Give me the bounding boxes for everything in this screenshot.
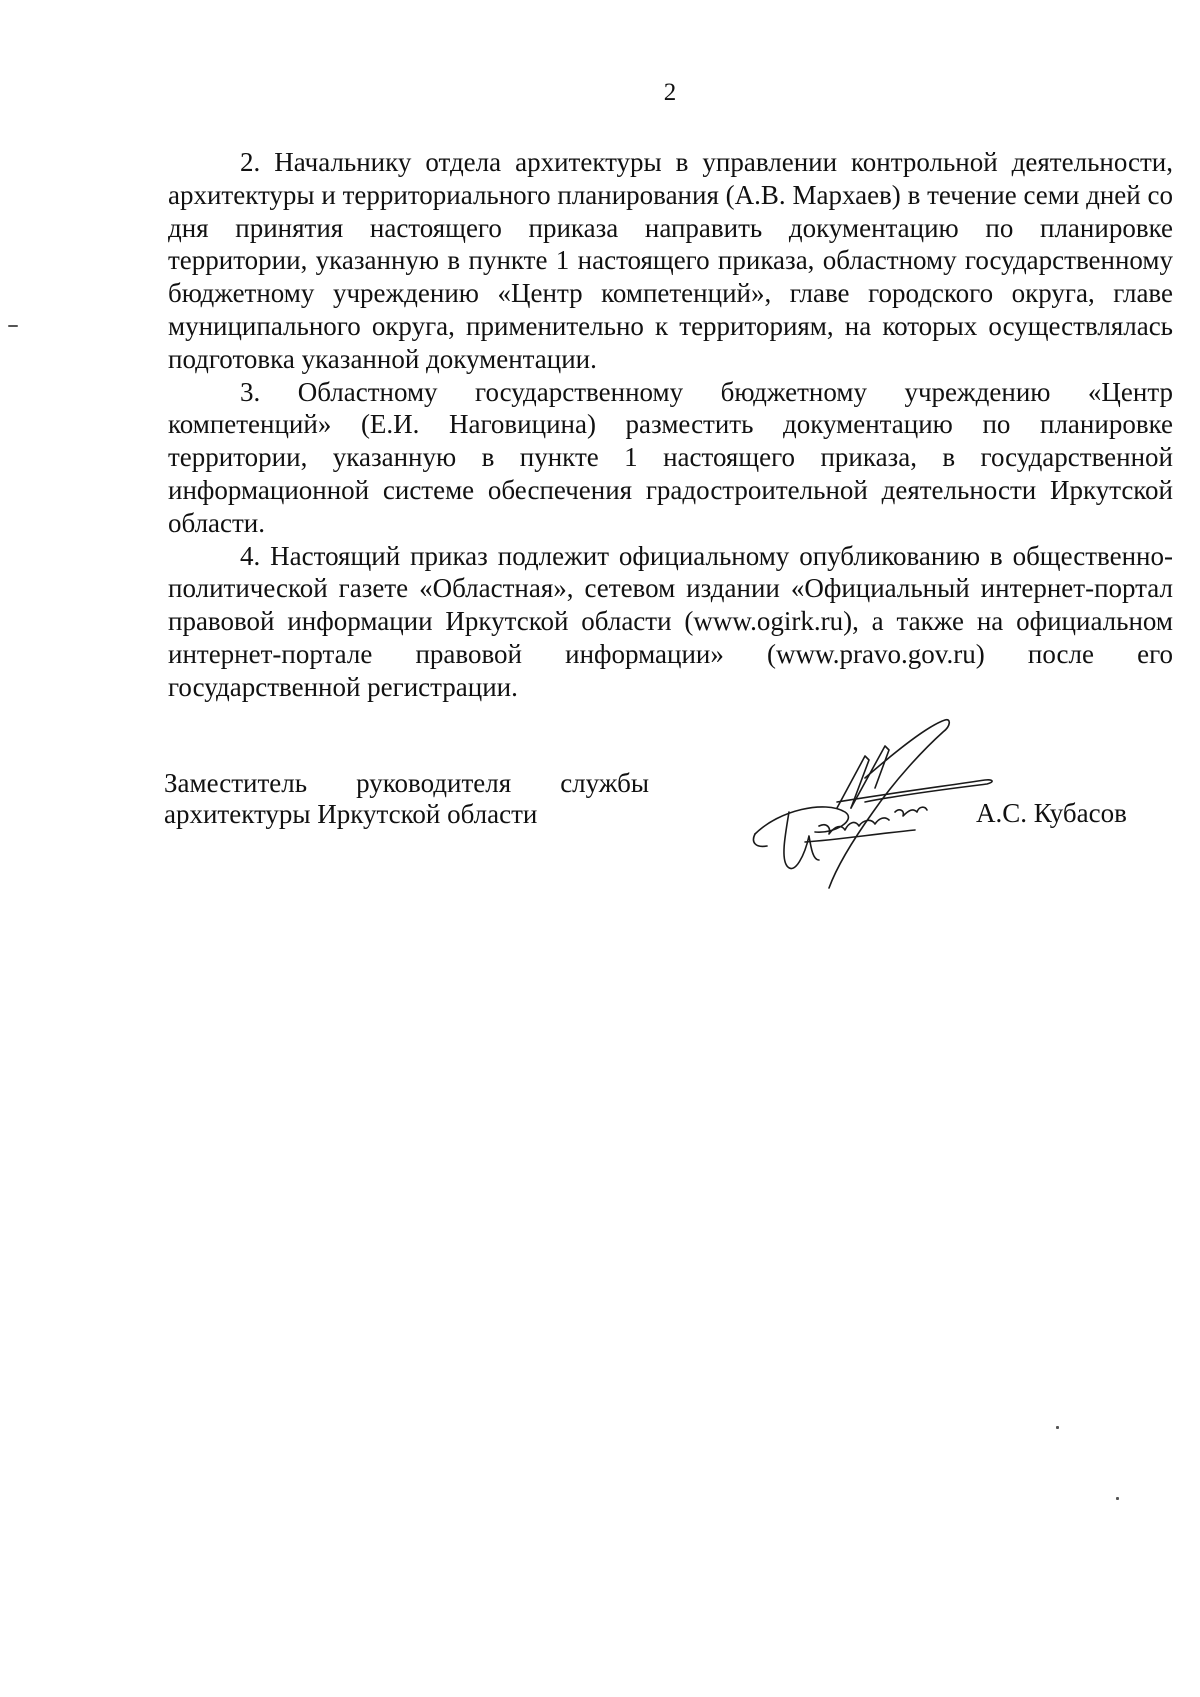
signatory-position: [164, 768, 649, 830]
signatory-position-word: руководителя: [356, 768, 512, 798]
signatory-position-line1: [164, 768, 649, 799]
paragraph-item-4: 4. Настоящий приказ подлежит официальному опубликованию в общественно-политической газете «Областная», сетевом издании «Официальный интернет-портал правовой информации Иркутской области (www.ogirk.ru), а также на официальном интернет-портале правовой информации» (www.pravo.gov.ru) после его государственной регистрации.: [168, 540, 1173, 702]
document-body: [168, 146, 1173, 704]
signatory-position-word: службы: [560, 768, 649, 798]
signatory-name: А.С. Кубасов: [976, 798, 1127, 828]
page-number: 2: [663, 79, 677, 106]
signatory-position-line2: архитектуры Иркутской области: [164, 799, 538, 829]
paragraph-item-3: 3. Областному государственному бюджетному учреждению «Центр компетенций» (Е.И. Наговицина) разместить документацию по планировке территории, указанную в пункте 1 настоящего приказа, в государственной информационной системе обеспечения градостроительной деятельности Иркутской области.: [168, 376, 1173, 538]
scan-speck: [1056, 1426, 1059, 1429]
signatory-position-word: Заместитель: [164, 768, 308, 798]
paragraph-item-2: 2. Начальнику отдела архитектуры в управлении контрольной деятельности, архитектуры и территориального планирования (А.В. Мархаев) в течение семи дней со дня принятия настоящего приказа направить документацию по планировке территории, указанную в пункте 1 настоящего приказа, областному государственному бюджетному учреждению «Центр компетенций», главе городского округа, главе муниципального округа, применительно к территориям, на которых осуществлялась подготовка указанной документации.: [168, 147, 1173, 374]
scan-speck: [8, 325, 18, 327]
scan-speck: [1116, 1497, 1119, 1500]
